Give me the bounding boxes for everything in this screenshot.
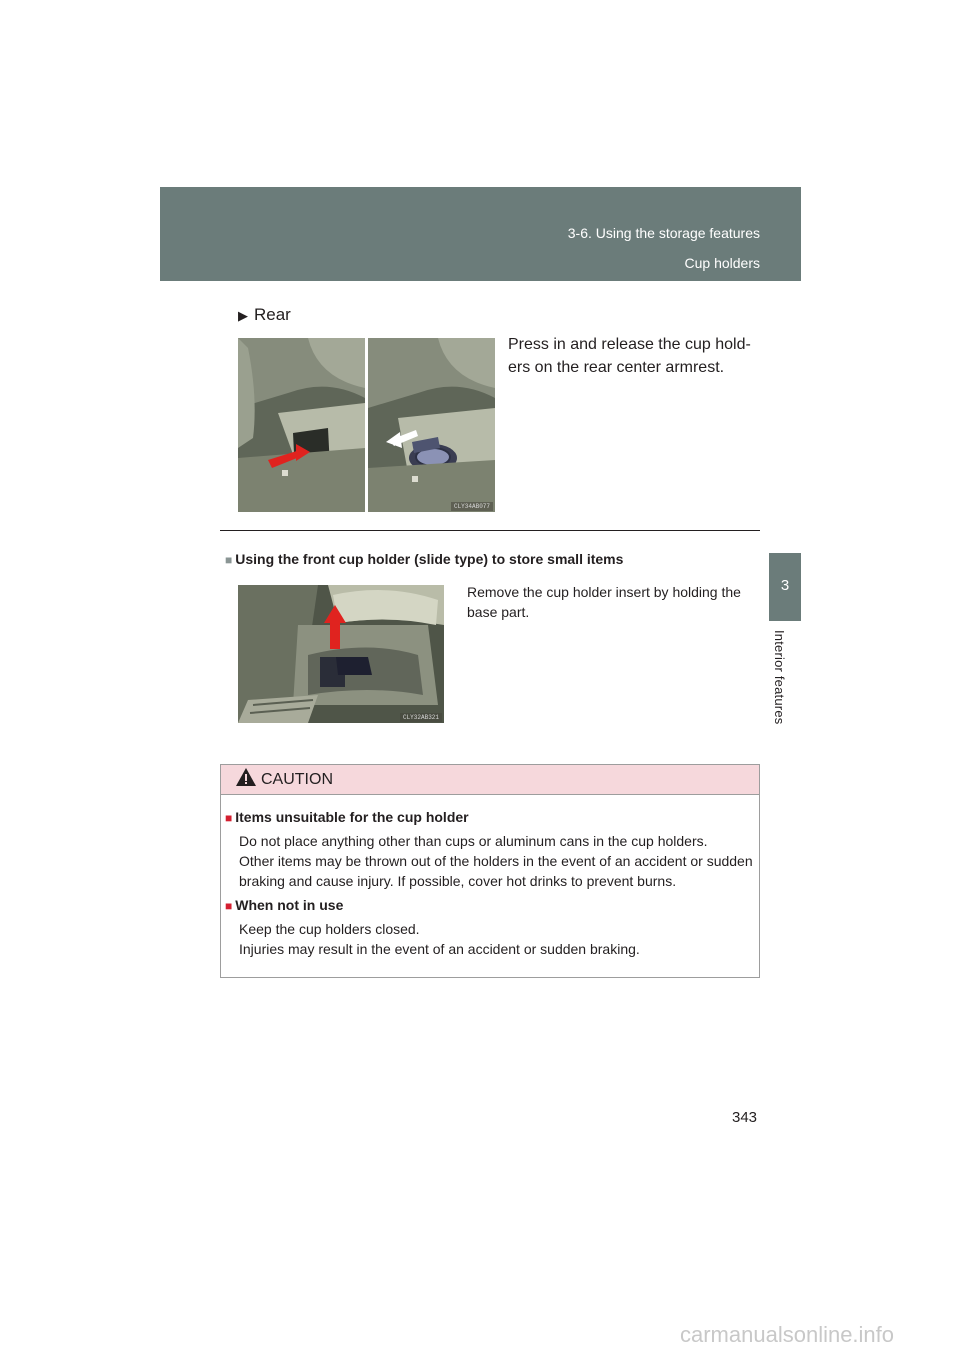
caution-line: Other items may be thrown out of the holders in the event of an accident or sudden [239,853,753,869]
front-heading [225,551,623,567]
rear-armrest-photo-closed [238,338,365,512]
front-cup-holder-photo [238,585,444,723]
section-divider [220,530,760,531]
caution-line: Injuries may result in the event of an accident or sudden braking. [239,941,640,957]
caution-line: Keep the cup holders closed. [239,921,420,937]
rear-instruction: Press in and release the cup hold- ers on the rear center armrest. [508,336,751,376]
watermark: carmanualsonline.info [680,1322,895,1347]
front-instruction: Remove the cup holder insert by holding the base part. [467,584,741,620]
caution-title: CAUTION [261,771,333,788]
chapter-tab[interactable]: 3 [769,553,801,621]
caution-body [221,795,759,959]
caution-line: Do not place anything other than cups or aluminum cans in the cup holders. [239,833,708,849]
rear-heading-text: Rear [254,305,291,324]
chapter-label: Interior features [772,630,787,725]
square-bullet-icon: ■ [225,899,233,913]
caution-line: braking and cause injury. If possible, cover hot drinks to prevent burns. [239,873,677,889]
caution-box [220,764,760,978]
square-bullet-icon: ■ [225,553,233,567]
warning-triangle-icon [235,767,257,798]
square-bullet-icon: ■ [225,811,233,825]
rear-heading [238,305,291,325]
section-title: 3-6. Using the storage features [567,225,760,241]
caution-header [221,765,759,795]
front-heading-text: Using the front cup holder (slide type) to store small items [235,551,624,567]
page-number: 343 [732,1109,758,1126]
rear-armrest-photo-open [368,338,495,512]
image-code: CLY34AB077 [451,502,493,511]
page-header [160,187,801,281]
triangle-bullet-icon: ▶ [238,308,248,323]
image-code: CLY32AB321 [400,713,442,722]
topic-title: Cup holders [684,255,760,271]
caution-item-heading: ■ When not in use [225,897,344,913]
caution-item-heading: ■ Items unsuitable for the cup holder [225,809,469,825]
